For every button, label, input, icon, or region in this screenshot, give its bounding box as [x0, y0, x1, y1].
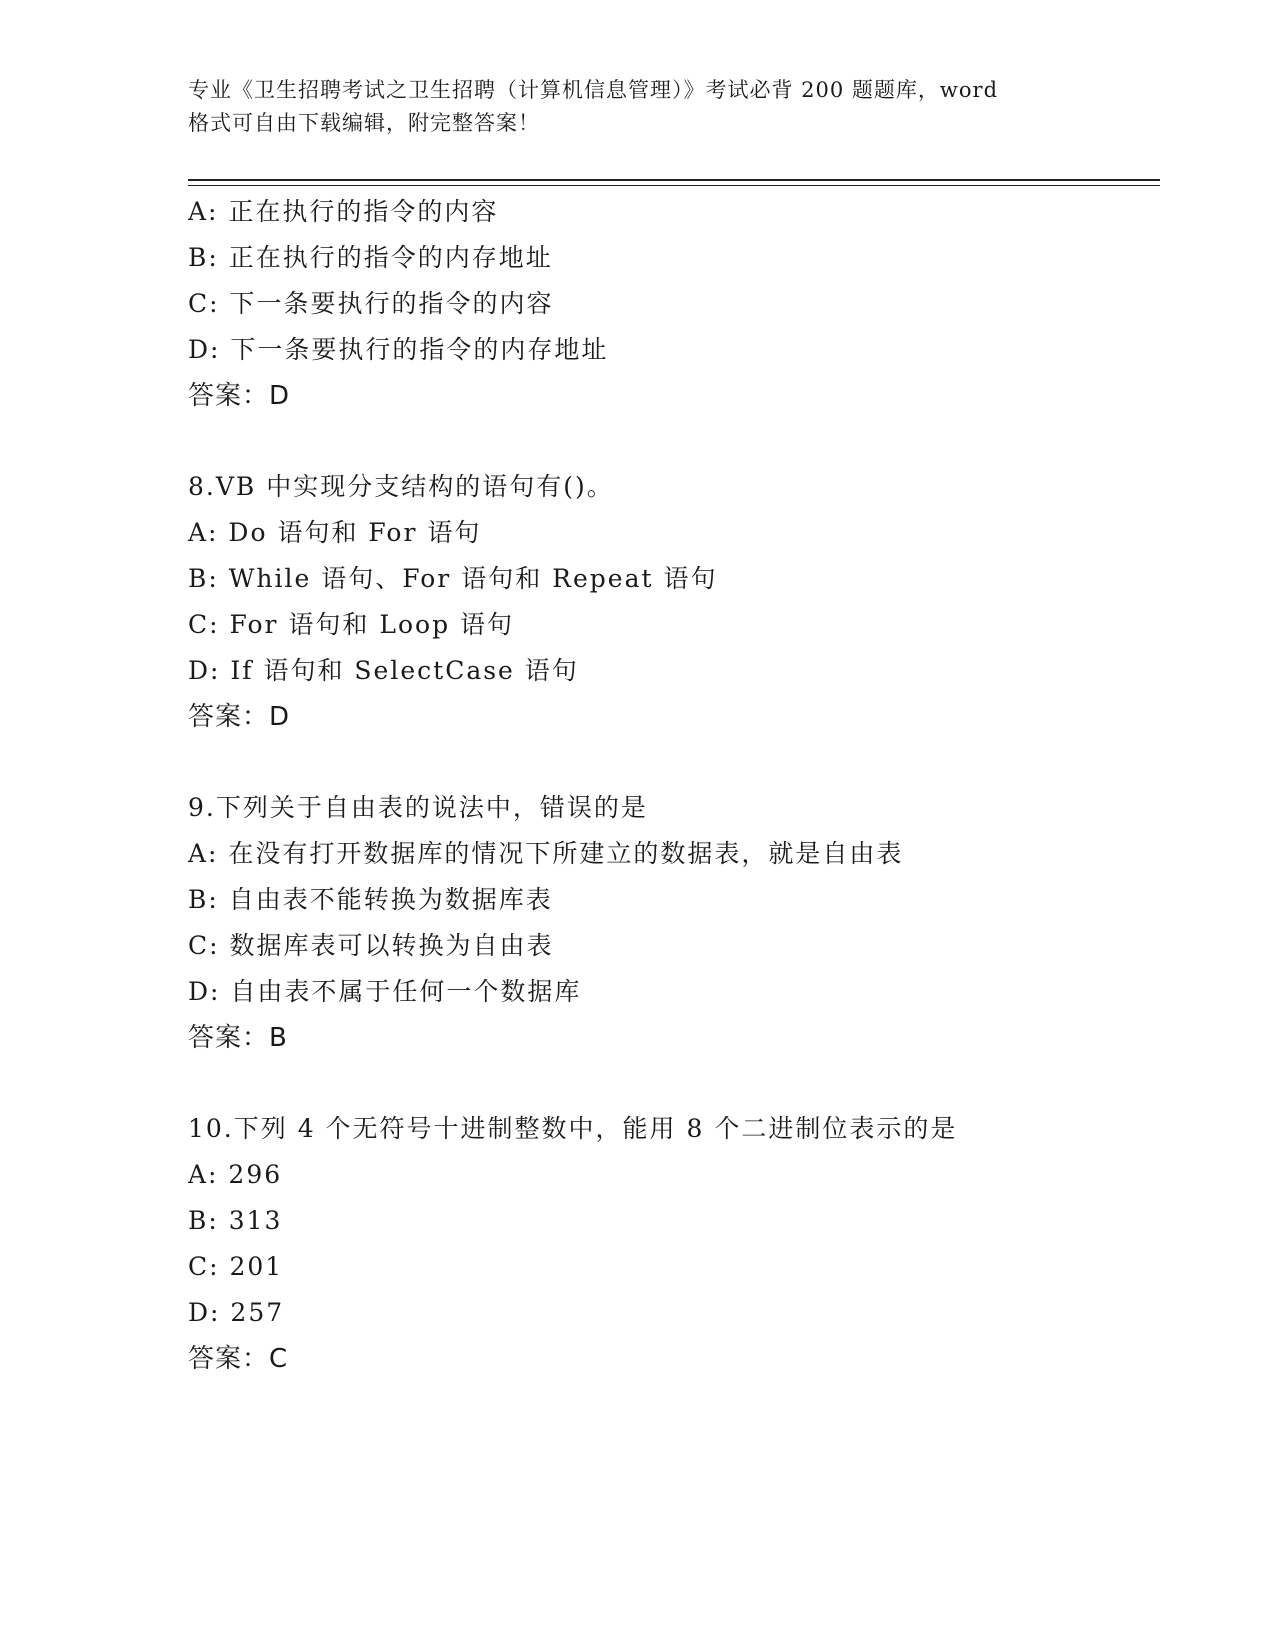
option-b: B: 313 [188, 1206, 283, 1235]
option-d: D: 257 [188, 1298, 285, 1327]
option-c: C: For 语句和 Loop 语句 [188, 610, 515, 639]
answer-line: 答案：B [188, 1023, 288, 1053]
question-block-7 [188, 189, 1168, 419]
option-d: D: 自由表不属于任何一个数据库 [188, 977, 582, 1006]
option-c: C: 数据库表可以转换为自由表 [188, 931, 554, 960]
spacer [188, 419, 1168, 464]
question-block-10 [188, 1106, 1168, 1382]
question-block-8 [188, 464, 1168, 740]
question-text: 8.VB 中实现分支结构的语句有()。 [188, 472, 614, 501]
option-a: A: 296 [188, 1160, 283, 1189]
option-c: C: 下一条要执行的指令的内容 [188, 289, 554, 318]
header-line-1: 专业《卫生招聘考试之卫生招聘（计算机信息管理）》考试必背 200 题题库，word [188, 78, 999, 102]
option-b: B: While 语句、For 语句和 Repeat 语句 [188, 564, 718, 593]
option-d: D: If 语句和 SelectCase 语句 [188, 656, 579, 685]
document-header [188, 74, 1088, 140]
option-b: B: 正在执行的指令的内存地址 [188, 243, 553, 272]
question-text: 10.下列 4 个无符号十进制整数中，能用 8 个二进制位表示的是 [188, 1114, 958, 1143]
answer-line: 答案：D [188, 381, 291, 411]
question-list [188, 189, 1168, 1382]
spacer [188, 740, 1168, 785]
question-block-9 [188, 785, 1168, 1061]
header-line-2: 格式可自由下载编辑，附完整答案！ [188, 111, 540, 135]
header-divider-thin [188, 185, 1160, 186]
option-c: C: 201 [188, 1252, 284, 1281]
answer-line: 答案：D [188, 702, 291, 732]
header-divider-thick [188, 179, 1160, 181]
option-a: A: 正在执行的指令的内容 [188, 197, 499, 226]
answer-line: 答案：C [188, 1344, 289, 1374]
option-d: D: 下一条要执行的指令的内存地址 [188, 335, 609, 364]
option-b: B: 自由表不能转换为数据库表 [188, 885, 553, 914]
option-a: A: Do 语句和 For 语句 [188, 518, 482, 547]
spacer [188, 1061, 1168, 1106]
option-a: A: 在没有打开数据库的情况下所建立的数据表，就是自由表 [188, 839, 904, 868]
question-text: 9.下列关于自由表的说法中，错误的是 [188, 793, 648, 822]
